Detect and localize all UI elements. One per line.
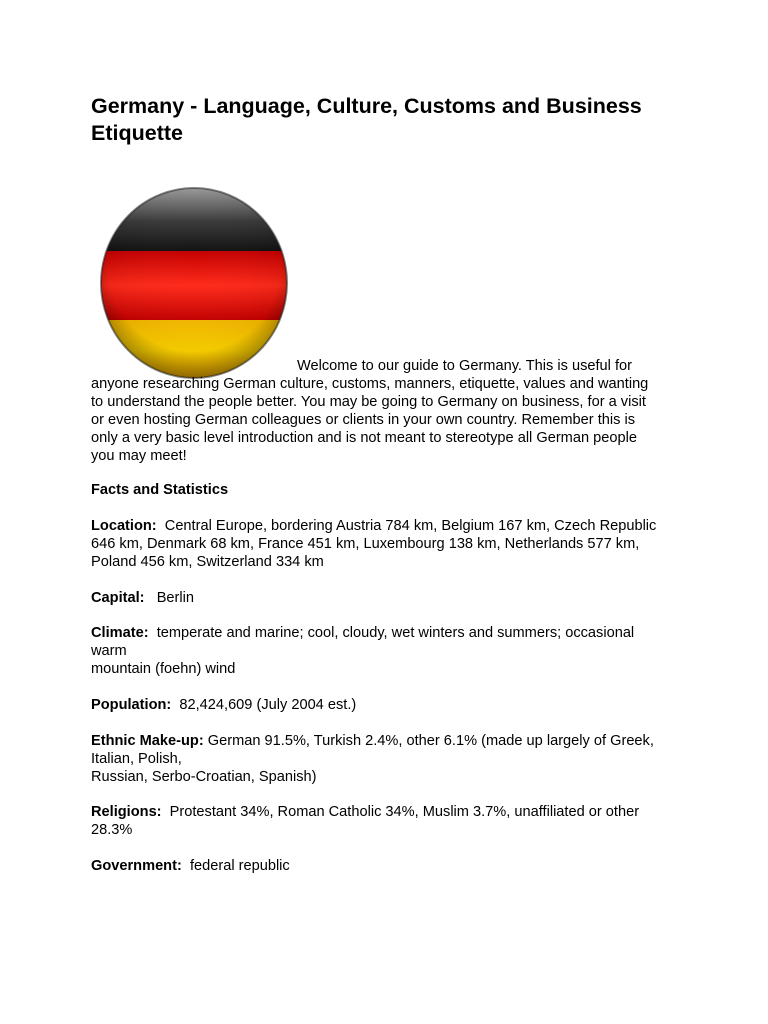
- fact-value: 28.3%: [91, 822, 133, 838]
- intro-line: you may meet!: [91, 448, 187, 464]
- fact-label: Population:: [91, 697, 172, 713]
- intro-line: only a very basic level introduction and is not meant to stereotype all German people: [91, 430, 637, 446]
- fact-value: 646 km, Denmark 68 km, France 451 km, Luxembourg 138 km, Netherlands 577 km,: [91, 536, 640, 552]
- title-line-1: Germany - Language, Culture, Customs and Business: [91, 94, 642, 118]
- intro-line: Welcome to our guide to Germany. This is useful for: [297, 358, 632, 374]
- fact-location: [91, 517, 691, 571]
- germany-flag-button-icon: [98, 185, 290, 381]
- fact-value: Russian, Serbo-Croatian, Spanish): [91, 769, 317, 785]
- fact-label: Climate:: [91, 625, 149, 641]
- fact-value: federal republic: [189, 858, 290, 874]
- fact-capital: [91, 589, 691, 607]
- fact-label: Government:: [91, 858, 182, 874]
- intro-line: or even hosting German colleagues or clients in your own country. Remember this is: [91, 412, 636, 428]
- fact-population: [91, 696, 691, 714]
- fact-value: Central Europe, bordering Austria 784 km, Belgium 167 km, Czech Republic: [164, 518, 657, 534]
- section-heading-facts: Facts and Statistics: [91, 482, 229, 498]
- document-page: [91, 93, 691, 387]
- fact-label: Capital:: [91, 590, 145, 606]
- fact-value: Berlin: [156, 590, 194, 606]
- fact-label: Ethnic Make-up:: [91, 733, 204, 749]
- fact-ethnic: [91, 732, 691, 786]
- fact-value: temperate and marine; cool, cloudy, wet winters and summers; occasional: [156, 625, 635, 641]
- fact-value: warm: [91, 643, 127, 659]
- fact-value: Poland 456 km, Switzerland 334 km: [91, 554, 324, 570]
- flag-container: [91, 147, 691, 387]
- fact-value: Protestant 34%, Roman Catholic 34%, Muslim 3.7%, unaffiliated or other: [169, 804, 640, 820]
- fact-government: [91, 857, 691, 875]
- intro-line: anyone researching German culture, customs, manners, etiquette, values and wanting: [91, 376, 649, 392]
- fact-value: 82,424,609 (July 2004 est.): [179, 697, 357, 713]
- page-title: [91, 93, 691, 147]
- intro-paragraph: [91, 357, 691, 465]
- fact-label: Location:: [91, 518, 157, 534]
- title-line-2: Etiquette: [91, 121, 183, 145]
- fact-value: mountain (foehn) wind: [91, 661, 236, 677]
- fact-religions: [91, 803, 691, 839]
- fact-label: Religions:: [91, 804, 162, 820]
- intro-line: to understand the people better. You may be going to Germany on business, for a visit: [91, 394, 646, 410]
- fact-value: Italian, Polish,: [91, 751, 182, 767]
- fact-value: German 91.5%, Turkish 2.4%, other 6.1% (made up largely of Greek,: [207, 733, 654, 749]
- fact-climate: [91, 624, 691, 678]
